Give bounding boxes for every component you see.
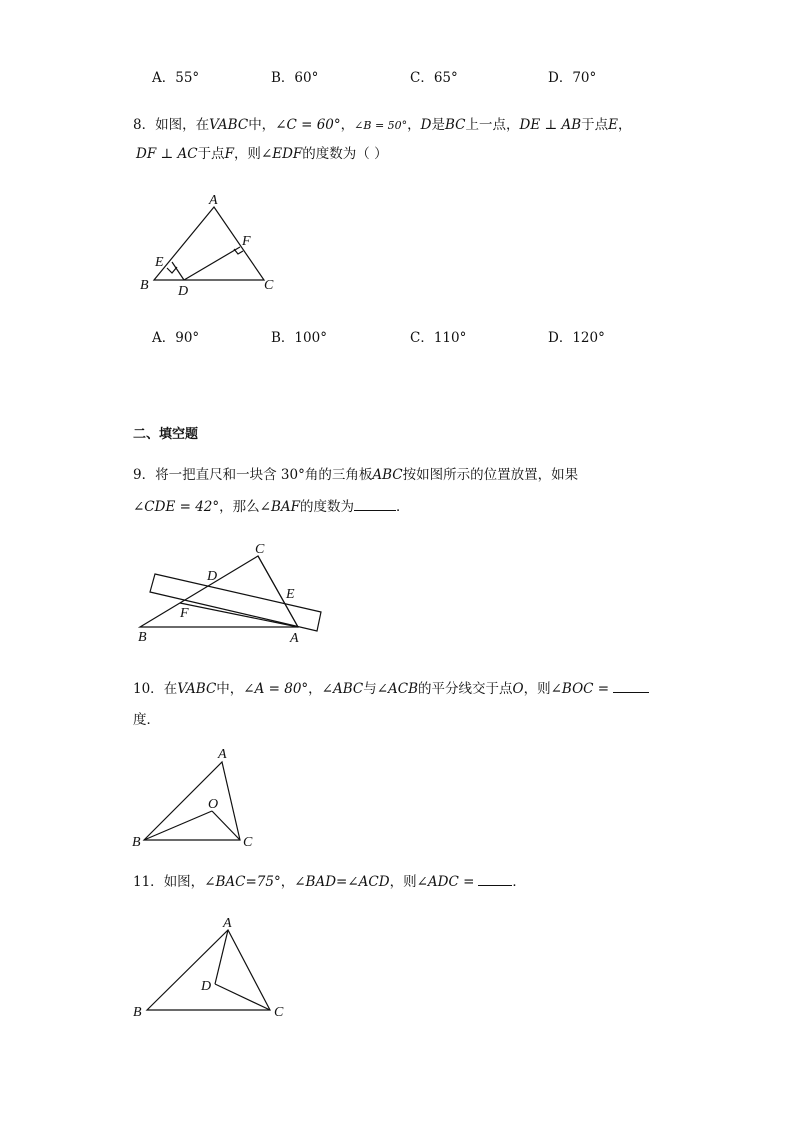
q8-option-c: C．110° xyxy=(410,330,467,346)
q9-question-line-1 xyxy=(133,463,578,483)
q8-option-d: D．120° xyxy=(548,330,605,346)
math: ∠ABC xyxy=(321,681,364,697)
q9-label-e: E xyxy=(286,587,295,602)
text: 如图，在 xyxy=(155,117,210,133)
text: ，那么 xyxy=(219,499,260,515)
q7-option-a: A．55° xyxy=(152,70,200,86)
text: ，则 xyxy=(389,874,417,890)
text: 于点 xyxy=(197,146,225,162)
text: 的度数为 xyxy=(300,499,355,515)
text: 中， xyxy=(216,681,244,697)
text: ． xyxy=(396,499,410,515)
segment-oc xyxy=(212,811,240,840)
right-angle-mark-f xyxy=(234,249,243,254)
triangle-abc xyxy=(144,762,240,840)
text: 在 xyxy=(163,681,178,697)
text: ， xyxy=(407,117,421,133)
triangle-abc xyxy=(147,930,270,1010)
answer-blank[interactable] xyxy=(478,873,512,886)
math: ABC xyxy=(372,467,403,483)
label-b: B xyxy=(140,278,149,293)
math: ∠A = 80° xyxy=(243,681,309,697)
text: 是 xyxy=(431,117,445,133)
math: ∠BAD=∠ACD xyxy=(294,874,390,890)
label-f: F xyxy=(242,234,251,249)
math: ∠BOC = xyxy=(550,681,610,697)
question-number: 11． xyxy=(133,874,164,890)
q10-label-c: C xyxy=(243,835,253,850)
text: ， xyxy=(340,117,355,133)
math: ∠BAC=75° xyxy=(204,874,281,890)
text: 将一把直尺和一块含 30°角的三角板 xyxy=(155,467,373,483)
q11-question-line-1 xyxy=(133,870,526,890)
math: BC xyxy=(445,117,466,133)
q11-label-c: C xyxy=(274,1005,284,1020)
question-number: 8． xyxy=(133,117,156,133)
math: ∠ADC = xyxy=(416,874,475,890)
q9-label-b: B xyxy=(138,630,147,645)
label-d: D xyxy=(178,284,189,299)
text: ， xyxy=(618,117,632,133)
text: ． xyxy=(512,874,526,890)
q9-question-line-2 xyxy=(133,495,410,515)
text: ，则 xyxy=(523,681,551,697)
math: DF ⊥ AC xyxy=(136,146,198,162)
q9-label-d: D xyxy=(207,569,218,584)
q10-label-a: A xyxy=(218,747,227,762)
q10-label-o: O xyxy=(208,797,219,812)
section-heading: 二、填空题 xyxy=(133,427,199,442)
text: ， xyxy=(308,681,322,697)
label-a: A xyxy=(209,193,218,208)
q11-figure xyxy=(147,930,270,1010)
label-e: E xyxy=(155,255,164,270)
text: ， xyxy=(280,874,295,890)
text: 的度数为（ ） xyxy=(302,146,388,162)
triangle-abc xyxy=(140,556,298,627)
q9-label-f: F xyxy=(180,606,189,621)
segment-fa xyxy=(180,603,298,627)
math: ∠CDE = 42° xyxy=(133,499,220,515)
text: 上一点， xyxy=(465,117,520,133)
q9-label-a: A xyxy=(290,631,299,646)
q10-figure xyxy=(144,762,240,840)
math: VABC xyxy=(209,117,249,133)
answer-blank[interactable] xyxy=(354,498,396,511)
q7-option-b: B．60° xyxy=(271,70,319,86)
math: D xyxy=(420,117,432,133)
segment-dc xyxy=(215,984,270,1010)
text: 与 xyxy=(363,681,377,697)
text: 按如图所示的位置放置，如果 xyxy=(402,467,579,483)
q7-option-d: D．70° xyxy=(548,70,597,86)
text: 中， xyxy=(248,117,276,133)
segment-df xyxy=(184,247,240,280)
math: E xyxy=(608,117,619,133)
q10-label-b: B xyxy=(132,835,141,850)
text: 于点 xyxy=(581,117,609,133)
right-angle-mark-e xyxy=(167,267,177,273)
text: ，则 xyxy=(233,146,261,162)
q9-label-c: C xyxy=(255,542,265,557)
q7-option-c: C．65° xyxy=(410,70,458,86)
q10-question-line-1 xyxy=(133,677,649,697)
q11-label-b: B xyxy=(133,1005,142,1020)
q11-label-a: A xyxy=(223,916,232,931)
math: ∠EDF xyxy=(260,146,303,162)
question-number: 9． xyxy=(133,467,156,483)
segment-ad xyxy=(215,930,228,984)
q8-option-a: A．90° xyxy=(152,330,200,346)
math: ∠ACB xyxy=(376,681,419,697)
q8-option-b: B．100° xyxy=(271,330,327,346)
text: 如图， xyxy=(163,874,205,890)
q11-label-d: D xyxy=(201,979,212,994)
q10-question-line-2 xyxy=(133,708,160,728)
answer-blank[interactable] xyxy=(613,680,649,693)
text: 度． xyxy=(133,712,160,728)
segment-bo xyxy=(144,811,212,840)
question-number: 10． xyxy=(133,681,164,697)
math: DE ⊥ AB xyxy=(519,117,582,133)
label-c: C xyxy=(264,278,274,293)
text: 的平分线交于点 xyxy=(418,681,513,697)
math: ∠C = 60° xyxy=(275,117,341,133)
math: ∠BAF xyxy=(259,499,301,515)
math: VABC xyxy=(177,681,217,697)
math: O xyxy=(512,681,524,697)
math: ∠B = 50° xyxy=(354,119,408,132)
math: F xyxy=(224,146,234,162)
